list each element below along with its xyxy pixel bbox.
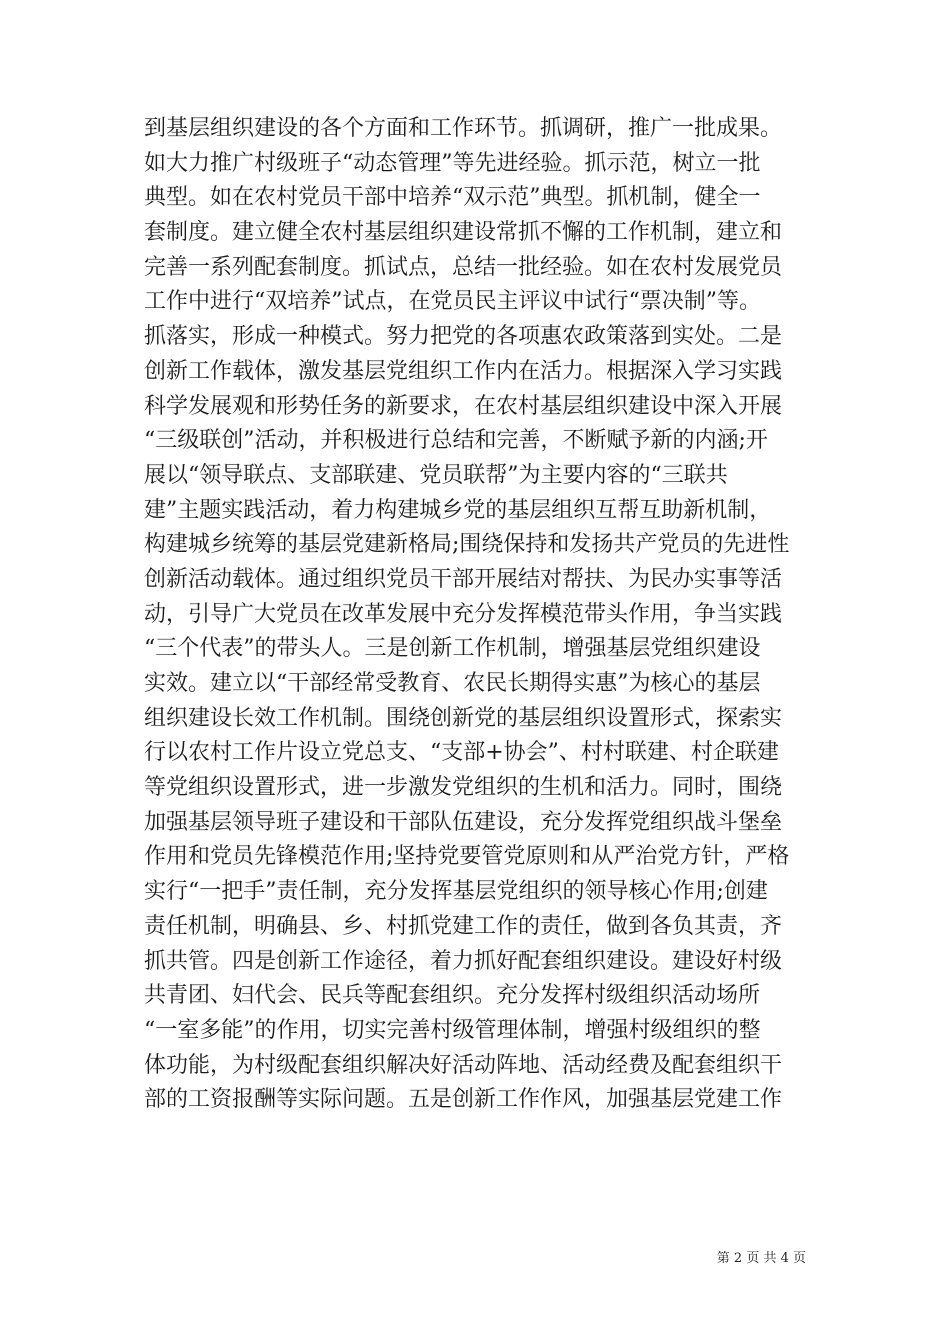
- text-line: 科学发展观和形势任务的新要求，在农村基层组织建设中深入开展: [144, 393, 783, 419]
- text-line: 等党组织设置形式，进一步激发党组织的生机和活力。同时，围绕: [144, 775, 783, 801]
- text-line: 实行“一把手”责任制，充分发挥基层党组织的领导核心作用;创建: [144, 879, 768, 905]
- text-line: “三个代表”的带头人。三是创新工作机制，增强基层党组织建设: [144, 636, 761, 662]
- text-line: 构建城乡统筹的基层党建新格局;围绕保持和发扬共产党员的先进性: [144, 532, 790, 558]
- text-line: 工作中进行“双培养”试点，在党员民主评议中试行“票决制”等。: [144, 289, 761, 315]
- text-line: “一室多能”的作用，切实完善村级管理体制，增强村级组织的整: [144, 1017, 761, 1043]
- text-line: 到基层组织建设的各个方面和工作环节。抓调研，推广一批成果。: [144, 116, 783, 141]
- text-line: 创新活动载体。通过组织党员干部开展结对帮扶、为民办实事等活: [144, 566, 783, 592]
- text-line: 抓共管。四是创新工作途径，着力抓好配套组织建设。建设好村级: [144, 948, 783, 974]
- text-line: 创新工作载体，激发基层党组织工作内在活力。根据深入学习实践: [144, 358, 783, 384]
- text-line: 部的工资报酬等实际问题。五是创新工作作风，加强基层党建工作: [144, 1087, 783, 1113]
- text-line: 体功能，为村级配套组织解决好活动阵地、活动经费及配套组织干: [144, 1052, 783, 1078]
- text-line: 展以“领导联点、支部联建、党员联帮”为主要内容的“三联共: [144, 462, 728, 488]
- text-line: 实效。建立以“干部经常受教育、农民长期得实惠”为核心的基层: [144, 671, 761, 696]
- text-line: 抓落实，形成一种模式。努力把党的各项惠农政策落到实处。二是: [144, 324, 783, 350]
- text-line: 建”主题实践活动，着力构建城乡党的基层组织互帮互助新机制，: [144, 497, 772, 523]
- body-paragraph: [144, 112, 844, 1118]
- text-line: 典型。如在农村党员干部中培养“双示范”典型。抓机制，健全一: [144, 185, 761, 211]
- text-line: 加强基层领导班子建设和干部队伍建设，充分发挥党组织战斗堡垒: [144, 809, 783, 835]
- text-line: 完善一系列配套制度。抓试点，总结一批经验。如在农村发展党员: [144, 254, 783, 280]
- page-number: 第 2 页 共 4 页: [716, 1251, 806, 1266]
- text-line: 动，引导广大党员在改革发展中充分发挥模范带头作用，争当实践: [144, 601, 783, 627]
- text-line: “三级联创”活动，并积极进行总结和完善，不断赋予新的内涵;开: [144, 428, 768, 454]
- text-line: 如大力推广村级班子“动态管理”等先进经验。抓示范，树立一批: [144, 150, 761, 176]
- text-line: 组织建设长效工作机制。围绕创新党的基层组织设置形式，探索实: [144, 705, 783, 731]
- text-line: 责任机制，明确县、乡、村抓党建工作的责任，做到各负其责，齐: [144, 913, 783, 939]
- text-line: 行以农村工作片设立党总支、“支部+协会”、村村联建、村企联建: [144, 740, 779, 766]
- text-line: 共青团、妇代会、民兵等配套组织。充分发挥村级组织活动场所: [144, 983, 761, 1009]
- text-line: 套制度。建立健全农村基层组织建设常抓不懈的工作机制，建立和: [144, 220, 783, 246]
- text-line: 作用和党员先锋模范作用;坚持党要管党原则和从严治党方针，严格: [144, 844, 790, 870]
